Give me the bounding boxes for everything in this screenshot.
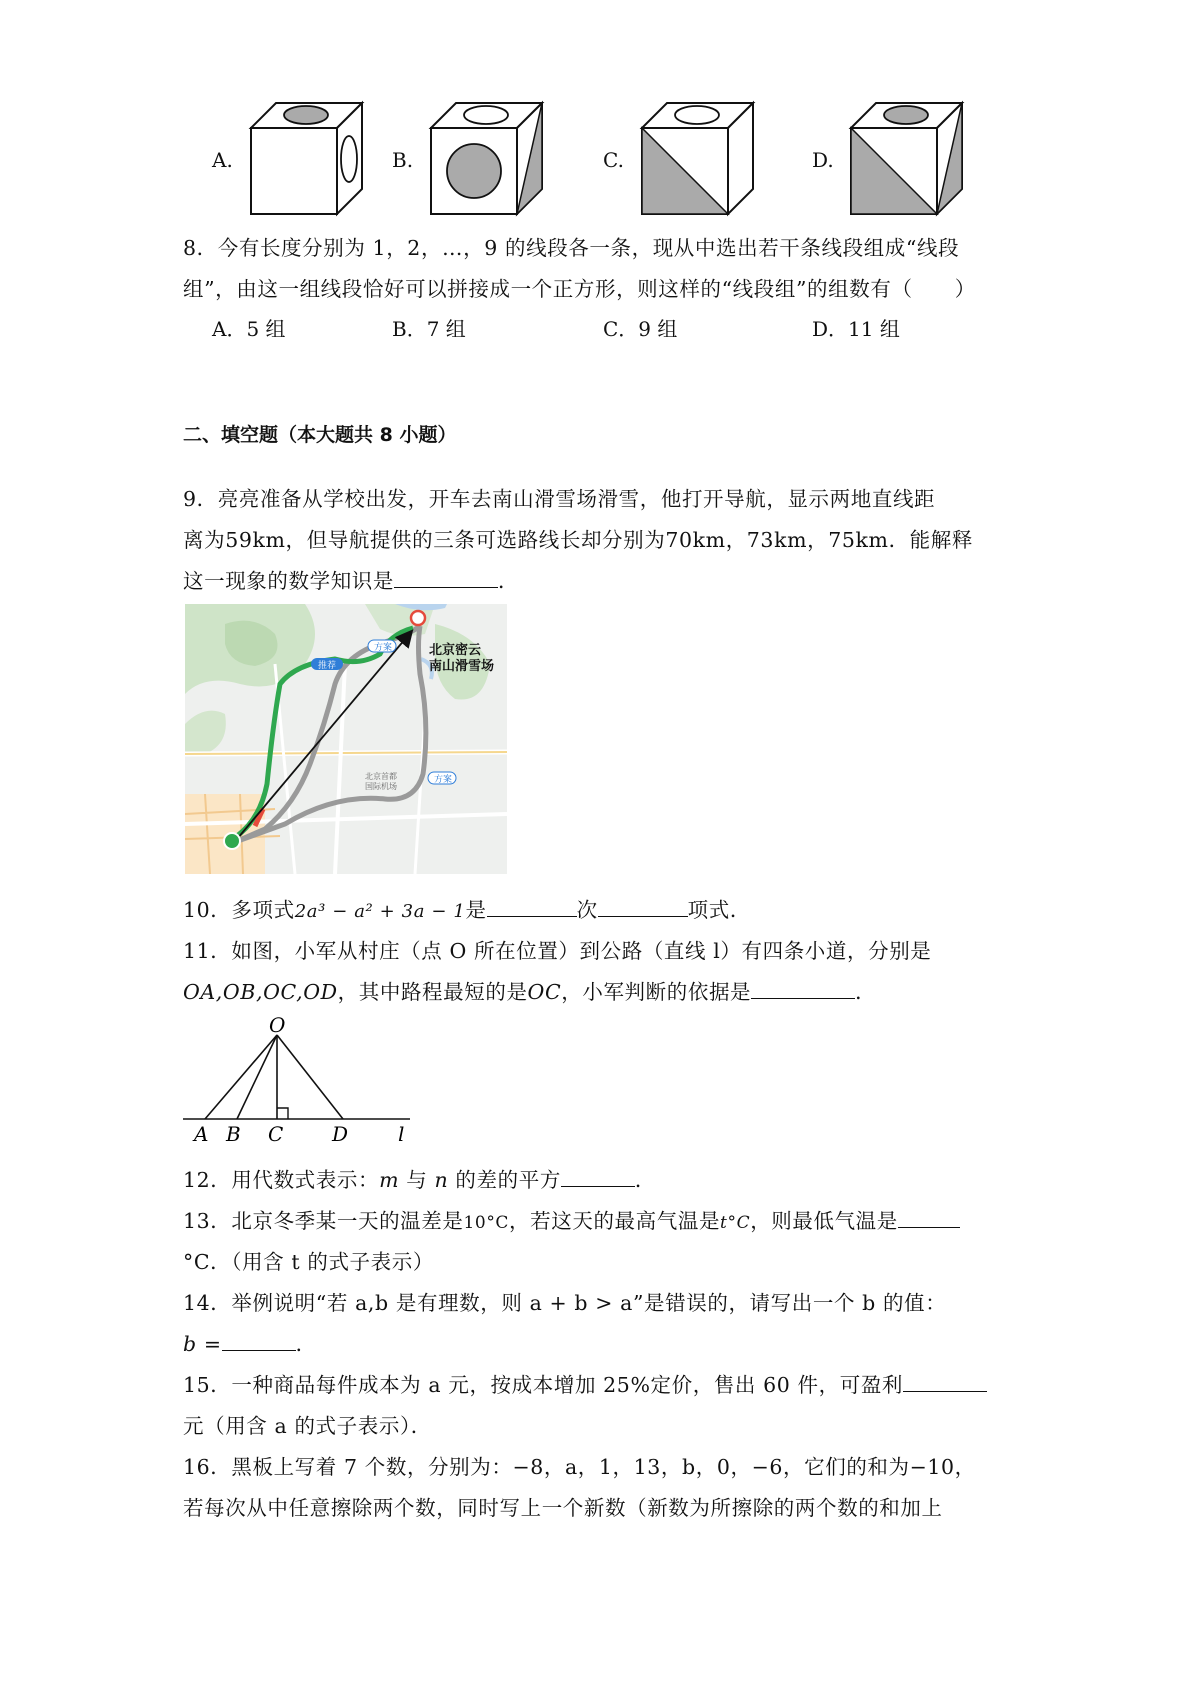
q9-line-1: 9．亮亮准备从学校出发，开车去南山滑雪场滑雪，他打开导航，显示两地直线距 [183, 487, 936, 511]
q12-text: 12．用代数式表示： [183, 1168, 380, 1192]
q10-line [183, 893, 751, 923]
cube-figure-d [848, 100, 966, 218]
q11-label-c: C [268, 1122, 284, 1145]
q8-option-c: C．9 组 [603, 317, 678, 341]
q14-line-2 [183, 1327, 317, 1357]
map-route-tag-1: 推荐 [318, 661, 337, 671]
q14-answer-blank [222, 1332, 296, 1351]
q12-m: m [379, 1168, 400, 1192]
cube-option-label-a: A. [212, 148, 233, 172]
map-dest-label-1: 北京密云 [429, 643, 482, 658]
q11-line-2 [183, 975, 876, 1005]
q11-label-a: A [194, 1122, 209, 1145]
q11-geometry-figure [180, 1015, 420, 1145]
q14-b-equals: b = [183, 1332, 222, 1356]
navigation-map [185, 604, 507, 874]
q8-line-2: 组”，由这一组线段恰好可以拼接成一个正方形，则这样的“线段组”的组数有（ ） [183, 277, 976, 301]
q15-text: 15．一种商品每件成本为 a 元，按成本增加 25%定价，售出 60 件，可盈利 [183, 1373, 904, 1397]
map-route-tag-2: 方案 [374, 643, 393, 653]
map-airport-label-1: 北京首都 [365, 772, 397, 781]
cube-option-label-c: C. [603, 148, 624, 172]
q11-label-o: O [269, 1015, 286, 1037]
q13-text-high: ，若这天的最高气温是 [509, 1209, 721, 1233]
q10-text-end: 项式． [687, 898, 751, 922]
q12-answer-blank [561, 1168, 635, 1187]
q11-label-b: B [226, 1122, 241, 1145]
cube-figure-c [639, 100, 757, 218]
q16-line-2: 若每次从中任意擦除两个数，同时写上一个新数（新数为所擦除的两个数的和加上 [183, 1496, 943, 1520]
map-route-tag-3: 方案 [434, 775, 453, 785]
q9-line-3-text: 这一现象的数学知识是 [183, 569, 394, 593]
q11-segments: OA,OB,OC,OD [183, 980, 338, 1004]
q11-label-d: D [332, 1122, 349, 1145]
q13-line-1 [183, 1204, 960, 1234]
q15-answer-blank [903, 1373, 987, 1392]
q15-line-2: 元（用含 a 的式子表示）． [183, 1414, 432, 1438]
cube-option-label-b: B. [392, 148, 414, 172]
q13-line-2: °C．（用含 t 的式子表示） [183, 1250, 434, 1274]
cube-figure-a [248, 100, 366, 218]
q13-text: 13．北京冬季某一天的温差是 [183, 1209, 464, 1233]
q11-answer-blank [751, 980, 855, 999]
q8-option-a: A．5 组 [212, 317, 286, 341]
cube-option-label-d: D. [812, 148, 834, 172]
q12-line [183, 1163, 656, 1193]
q10-text-degree: 次 [576, 898, 598, 922]
map-dest-label-2: 南山滑雪场 [429, 659, 495, 674]
q11-oc: OC [527, 980, 562, 1004]
q15-line-1 [183, 1368, 987, 1398]
q16-line-1: 16．黑板上写着 7 个数，分别为：−8，a，1，13，b，0，−6，它们的和为−10， [183, 1455, 976, 1479]
q11-label-l: l [398, 1122, 405, 1145]
q12-text-end: ． [634, 1168, 657, 1192]
q10-text: 10．多项式 [183, 898, 295, 922]
q9-line-3 [183, 564, 519, 594]
q8-option-b: B．7 组 [392, 317, 466, 341]
q10-degree-blank [487, 898, 577, 917]
q12-text-square: 的差的平方 [448, 1168, 561, 1192]
cube-figure-b [428, 100, 546, 218]
map-airport-label-2: 国际机场 [365, 782, 397, 791]
q14-line-1: 14．举例说明“若 a,b 是有理数，则 a + b > a”是错误的，请写出一个 b 的值： [183, 1291, 947, 1315]
q10-terms-blank [598, 898, 688, 917]
q12-n: n [434, 1168, 449, 1192]
q11-text-shortest: ，其中路程最短的是 [337, 980, 528, 1004]
section-title: 二、填空题（本大题共 8 小题） [183, 424, 457, 446]
q11-text-end: ． [855, 980, 877, 1004]
q10-text-is: 是 [465, 898, 487, 922]
q9-answer-blank [394, 569, 498, 588]
q11-text-basis: ，小军判断的依据是 [561, 980, 752, 1004]
q8-line-1: 8．今有长度分别为 1，2，…，9 的线段各一条，现从中选出若干条线段组成“线段 [183, 236, 960, 260]
q13-text-low: ，则最低气温是 [750, 1209, 898, 1233]
q9-line-3-end: ． [498, 569, 520, 593]
q10-polynomial: 2a³ − a² + 3a − 1 [294, 901, 466, 922]
q13-high-temp: t°C [720, 1213, 751, 1233]
q9-line-2: 离为59km，但导航提供的三条可选路线长却分别为70km，73km，75km．能解释 [183, 528, 973, 552]
q13-answer-blank [898, 1209, 960, 1228]
q11-line-1: 11．如图，小军从村庄（点 O 所在位置）到公路（直线 l）有四条小道，分别是 [183, 939, 932, 963]
q12-text-and: 与 [399, 1168, 435, 1192]
q14-text-end: ． [295, 1332, 317, 1356]
q13-temp-diff: 10°C [463, 1213, 510, 1233]
q8-option-d: D．11 组 [812, 317, 900, 341]
